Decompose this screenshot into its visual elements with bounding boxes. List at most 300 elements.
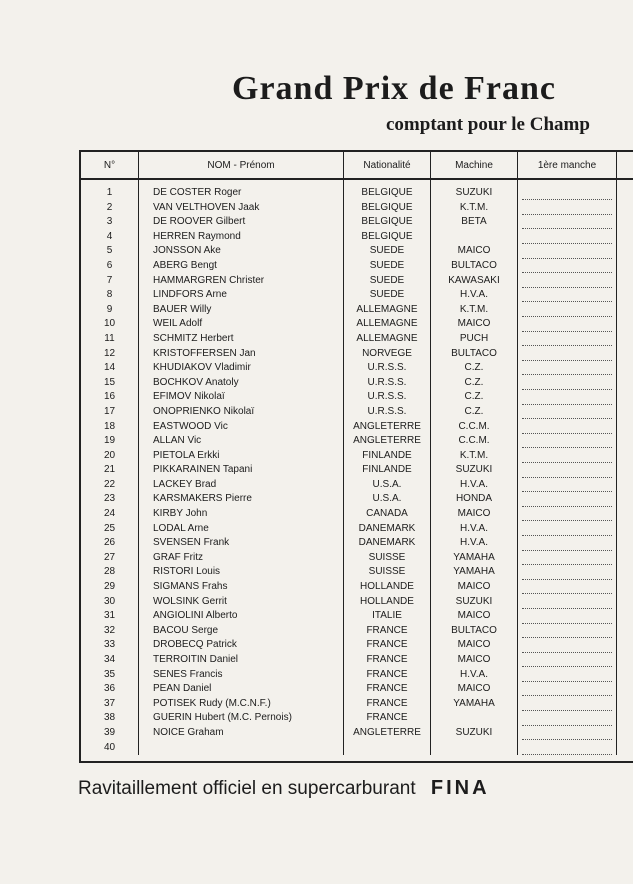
rider-machine: C.C.M.	[431, 434, 518, 449]
rider-nationality: U.R.S.S.	[344, 361, 431, 376]
extra-column-cell	[617, 697, 633, 712]
rider-name: PIETOLA Erkki	[139, 449, 344, 464]
first-heat-result	[518, 478, 617, 493]
rider-name: SENES Francis	[139, 668, 344, 683]
dotted-fill-line	[522, 682, 612, 696]
first-heat-result	[518, 376, 617, 391]
rider-name: EASTWOOD Vic	[139, 420, 344, 435]
rider-name: ONOPRIENKO Nikolaï	[139, 405, 344, 420]
dotted-fill-line	[522, 332, 612, 346]
first-heat-result	[518, 580, 617, 595]
rider-number: 24	[81, 507, 139, 522]
rider-nationality: U.R.S.S.	[344, 405, 431, 420]
rider-name: HAMMARGREN Christer	[139, 274, 344, 289]
table-row	[81, 609, 633, 624]
dotted-fill-line	[522, 741, 612, 755]
dotted-fill-line	[522, 274, 612, 288]
table-row	[81, 259, 633, 274]
col-header-extra	[617, 152, 633, 179]
extra-column-cell	[617, 711, 633, 726]
col-header-first-heat: 1ère manche	[518, 152, 617, 179]
rider-name: SVENSEN Frank	[139, 536, 344, 551]
table-row	[81, 624, 633, 639]
rider-name: BOCHKOV Anatoly	[139, 376, 344, 391]
rider-machine: BULTACO	[431, 624, 518, 639]
first-heat-result	[518, 565, 617, 580]
rider-name: DROBECQ Patrick	[139, 638, 344, 653]
rider-nationality: FRANCE	[344, 711, 431, 726]
dotted-fill-line	[522, 434, 612, 448]
first-heat-result	[518, 244, 617, 259]
rider-machine: SUZUKI	[431, 595, 518, 610]
first-heat-result	[518, 697, 617, 712]
first-heat-result	[518, 361, 617, 376]
col-header-number: N°	[81, 152, 139, 179]
table-row	[81, 347, 633, 362]
table-header-row	[81, 152, 633, 179]
first-heat-result	[518, 288, 617, 303]
dotted-fill-line	[522, 230, 612, 244]
extra-column-cell	[617, 522, 633, 537]
rider-name: ANGIOLINI Alberto	[139, 609, 344, 624]
first-heat-result	[518, 551, 617, 566]
rider-number: 3	[81, 215, 139, 230]
first-heat-result	[518, 741, 617, 756]
dotted-fill-line	[522, 697, 612, 711]
rider-machine: MAICO	[431, 653, 518, 668]
first-heat-result	[518, 682, 617, 697]
table-body	[81, 179, 633, 755]
rider-name: DE ROOVER Gilbert	[139, 215, 344, 230]
rider-name: EFIMOV Nikolaï	[139, 390, 344, 405]
table-row	[81, 303, 633, 318]
dotted-fill-line	[522, 726, 612, 740]
rider-number: 4	[81, 230, 139, 245]
extra-column-cell	[617, 244, 633, 259]
first-heat-result	[518, 179, 617, 201]
rider-machine: MAICO	[431, 609, 518, 624]
extra-column-cell	[617, 449, 633, 464]
rider-nationality: DANEMARK	[344, 522, 431, 537]
first-heat-result	[518, 595, 617, 610]
table-row	[81, 492, 633, 507]
table-row	[81, 201, 633, 216]
first-heat-result	[518, 711, 617, 726]
col-header-nationality: Nationalité	[344, 152, 431, 179]
extra-column-cell	[617, 405, 633, 420]
rider-number: 14	[81, 361, 139, 376]
table-row	[81, 638, 633, 653]
rider-nationality: BELGIQUE	[344, 179, 431, 201]
first-heat-result	[518, 536, 617, 551]
rider-machine: C.Z.	[431, 361, 518, 376]
dotted-fill-line	[522, 245, 612, 259]
rider-number: 36	[81, 682, 139, 697]
table-row	[81, 697, 633, 712]
extra-column-cell	[617, 741, 633, 756]
rider-nationality: BELGIQUE	[344, 215, 431, 230]
table-row	[81, 390, 633, 405]
rider-name: KHUDIAKOV Vladimir	[139, 361, 344, 376]
table-row	[81, 230, 633, 245]
rider-name: PIKKARAINEN Tapani	[139, 463, 344, 478]
rider-machine: C.Z.	[431, 405, 518, 420]
first-heat-result	[518, 507, 617, 522]
extra-column-cell	[617, 463, 633, 478]
rider-nationality: U.S.A.	[344, 478, 431, 493]
rider-nationality: HOLLANDE	[344, 580, 431, 595]
rider-machine: YAMAHA	[431, 565, 518, 580]
rider-nationality: FRANCE	[344, 638, 431, 653]
table-row	[81, 522, 633, 537]
extra-column-cell	[617, 668, 633, 683]
rider-number: 21	[81, 463, 139, 478]
rider-number: 6	[81, 259, 139, 274]
rider-name: KRISTOFFERSEN Jan	[139, 347, 344, 362]
extra-column-cell	[617, 317, 633, 332]
first-heat-result	[518, 332, 617, 347]
rider-machine: MAICO	[431, 580, 518, 595]
first-heat-result	[518, 726, 617, 741]
first-heat-result	[518, 317, 617, 332]
extra-column-cell	[617, 434, 633, 449]
dotted-fill-line	[522, 624, 612, 638]
dotted-fill-line	[522, 215, 612, 229]
rider-machine: H.V.A.	[431, 668, 518, 683]
first-heat-result	[518, 215, 617, 230]
rider-nationality: ITALIE	[344, 609, 431, 624]
dotted-fill-line	[522, 361, 612, 375]
rider-nationality: SUISSE	[344, 565, 431, 580]
rider-name: WOLSINK Gerrit	[139, 595, 344, 610]
rider-name: SIGMANS Frahs	[139, 580, 344, 595]
rider-machine: C.C.M.	[431, 420, 518, 435]
table-row	[81, 565, 633, 580]
rider-machine: H.V.A.	[431, 522, 518, 537]
first-heat-result	[518, 463, 617, 478]
table-row	[81, 317, 633, 332]
dotted-fill-line	[522, 288, 612, 302]
table-row	[81, 741, 633, 756]
rider-machine: H.V.A.	[431, 536, 518, 551]
rider-nationality: CANADA	[344, 507, 431, 522]
table-row	[81, 332, 633, 347]
rider-number: 16	[81, 390, 139, 405]
rider-nationality: ALLEMAGNE	[344, 332, 431, 347]
extra-column-cell	[617, 259, 633, 274]
rider-machine: MAICO	[431, 638, 518, 653]
rider-number: 17	[81, 405, 139, 420]
dotted-fill-line	[522, 478, 612, 492]
table-row	[81, 726, 633, 741]
rider-name: JONSSON Ake	[139, 244, 344, 259]
rider-name: KARSMAKERS Pierre	[139, 492, 344, 507]
dotted-fill-line	[522, 347, 612, 361]
first-heat-result	[518, 638, 617, 653]
rider-machine: K.T.M.	[431, 449, 518, 464]
rider-nationality: SUEDE	[344, 259, 431, 274]
footer-sponsor	[78, 777, 490, 800]
rider-name: BAUER Willy	[139, 303, 344, 318]
extra-column-cell	[617, 361, 633, 376]
rider-nationality: BELGIQUE	[344, 230, 431, 245]
page-title: Grand Prix de Franc	[232, 70, 557, 107]
extra-column-cell	[617, 215, 633, 230]
extra-column-cell	[617, 390, 633, 405]
table-row	[81, 507, 633, 522]
col-header-name: NOM - Prénom	[139, 152, 344, 179]
rider-name: TERROITIN Daniel	[139, 653, 344, 668]
rider-number: 10	[81, 317, 139, 332]
extra-column-cell	[617, 492, 633, 507]
table-row	[81, 405, 633, 420]
rider-machine: H.V.A.	[431, 478, 518, 493]
extra-column-cell	[617, 638, 633, 653]
extra-column-cell	[617, 347, 633, 362]
rider-machine: BULTACO	[431, 259, 518, 274]
rider-name	[139, 741, 344, 756]
table-row	[81, 668, 633, 683]
first-heat-result	[518, 668, 617, 683]
dotted-fill-line	[522, 668, 612, 682]
rider-name: PEAN Daniel	[139, 682, 344, 697]
table-row	[81, 274, 633, 289]
rider-nationality: FRANCE	[344, 653, 431, 668]
rider-nationality: BELGIQUE	[344, 201, 431, 216]
dotted-fill-line	[522, 201, 612, 215]
rider-number: 15	[81, 376, 139, 391]
rider-nationality: HOLLANDE	[344, 595, 431, 610]
footer-text: Ravitaillement officiel en supercarburant	[78, 778, 416, 799]
rider-name: WEIL Adolf	[139, 317, 344, 332]
first-heat-result	[518, 609, 617, 624]
rider-nationality: ANGLETERRE	[344, 726, 431, 741]
rider-name: SCHMITZ Herbert	[139, 332, 344, 347]
rider-machine	[431, 741, 518, 756]
rider-number: 22	[81, 478, 139, 493]
rider-nationality: FRANCE	[344, 682, 431, 697]
rider-machine	[431, 711, 518, 726]
rider-nationality: FRANCE	[344, 697, 431, 712]
dotted-fill-line	[522, 464, 612, 478]
extra-column-cell	[617, 595, 633, 610]
first-heat-result	[518, 347, 617, 362]
rider-name: GUERIN Hubert (M.C. Pernois)	[139, 711, 344, 726]
rider-number: 20	[81, 449, 139, 464]
rider-name: LACKEY Brad	[139, 478, 344, 493]
rider-machine: BULTACO	[431, 347, 518, 362]
first-heat-result	[518, 420, 617, 435]
rider-nationality: U.S.A.	[344, 492, 431, 507]
entry-list-table	[79, 150, 633, 763]
dotted-fill-line	[522, 303, 612, 317]
rider-name: ABERG Bengt	[139, 259, 344, 274]
rider-number: 7	[81, 274, 139, 289]
rider-table	[81, 152, 633, 755]
extra-column-cell	[617, 624, 633, 639]
rider-machine: K.T.M.	[431, 303, 518, 318]
extra-column-cell	[617, 201, 633, 216]
rider-name: POTISEK Rudy (M.C.N.F.)	[139, 697, 344, 712]
rider-nationality: SUEDE	[344, 288, 431, 303]
extra-column-cell	[617, 536, 633, 551]
rider-name: ALLAN Vic	[139, 434, 344, 449]
table-row	[81, 653, 633, 668]
rider-machine: MAICO	[431, 682, 518, 697]
table-row	[81, 536, 633, 551]
rider-name: BACOU Serge	[139, 624, 344, 639]
rider-name: NOICE Graham	[139, 726, 344, 741]
rider-name: RISTORI Louis	[139, 565, 344, 580]
rider-number: 28	[81, 565, 139, 580]
col-header-machine: Machine	[431, 152, 518, 179]
dotted-fill-line	[522, 639, 612, 653]
rider-number: 29	[81, 580, 139, 595]
first-heat-result	[518, 624, 617, 639]
table-row	[81, 376, 633, 391]
extra-column-cell	[617, 653, 633, 668]
rider-number: 34	[81, 653, 139, 668]
page-subtitle: comptant pour le Champ	[386, 114, 590, 135]
dotted-fill-line	[522, 391, 612, 405]
first-heat-result	[518, 492, 617, 507]
fina-logo: FINA	[430, 777, 490, 799]
rider-machine: MAICO	[431, 317, 518, 332]
rider-number: 40	[81, 741, 139, 756]
rider-machine: HONDA	[431, 492, 518, 507]
dotted-fill-line	[522, 566, 612, 580]
rider-number: 31	[81, 609, 139, 624]
table-row	[81, 551, 633, 566]
extra-column-cell	[617, 551, 633, 566]
rider-machine: H.V.A.	[431, 288, 518, 303]
extra-column-cell	[617, 682, 633, 697]
rider-nationality	[344, 741, 431, 756]
extra-column-cell	[617, 420, 633, 435]
rider-number: 25	[81, 522, 139, 537]
rider-number: 11	[81, 332, 139, 347]
first-heat-result	[518, 274, 617, 289]
rider-nationality: U.R.S.S.	[344, 390, 431, 405]
extra-column-cell	[617, 580, 633, 595]
rider-nationality: U.R.S.S.	[344, 376, 431, 391]
first-heat-result	[518, 653, 617, 668]
rider-machine	[431, 230, 518, 245]
dotted-fill-line	[522, 712, 612, 726]
dotted-fill-line	[522, 595, 612, 609]
dotted-fill-line	[522, 653, 612, 667]
rider-name: VAN VELTHOVEN Jaak	[139, 201, 344, 216]
first-heat-result	[518, 434, 617, 449]
rider-machine: SUZUKI	[431, 463, 518, 478]
rider-name: LODAL Arne	[139, 522, 344, 537]
rider-nationality: FRANCE	[344, 624, 431, 639]
first-heat-result	[518, 303, 617, 318]
dotted-fill-line	[522, 493, 612, 507]
first-heat-result	[518, 449, 617, 464]
rider-machine: BETA	[431, 215, 518, 230]
rider-nationality: ANGLETERRE	[344, 434, 431, 449]
first-heat-result	[518, 405, 617, 420]
rider-number: 33	[81, 638, 139, 653]
rider-number: 35	[81, 668, 139, 683]
rider-number: 32	[81, 624, 139, 639]
rider-number: 5	[81, 244, 139, 259]
table-row	[81, 463, 633, 478]
rider-number: 9	[81, 303, 139, 318]
rider-number: 38	[81, 711, 139, 726]
dotted-fill-line	[522, 420, 612, 434]
rider-name: GRAF Fritz	[139, 551, 344, 566]
rider-name: KIRBY John	[139, 507, 344, 522]
dotted-fill-line	[522, 610, 612, 624]
dotted-fill-line	[522, 318, 612, 332]
table-row	[81, 420, 633, 435]
rider-nationality: ALLEMAGNE	[344, 317, 431, 332]
dotted-fill-line	[522, 449, 612, 463]
rider-nationality: SUEDE	[344, 274, 431, 289]
table-row	[81, 478, 633, 493]
rider-machine: YAMAHA	[431, 697, 518, 712]
first-heat-result	[518, 522, 617, 537]
extra-column-cell	[617, 376, 633, 391]
rider-number: 26	[81, 536, 139, 551]
first-heat-result	[518, 390, 617, 405]
rider-machine: SUZUKI	[431, 179, 518, 201]
rider-number: 2	[81, 201, 139, 216]
table-row	[81, 682, 633, 697]
rider-nationality: FINLANDE	[344, 463, 431, 478]
extra-column-cell	[617, 179, 633, 201]
table-row	[81, 711, 633, 726]
extra-column-cell	[617, 332, 633, 347]
rider-nationality: DANEMARK	[344, 536, 431, 551]
rider-name: LINDFORS Arne	[139, 288, 344, 303]
extra-column-cell	[617, 726, 633, 741]
rider-machine: MAICO	[431, 244, 518, 259]
rider-number: 12	[81, 347, 139, 362]
table-row	[81, 595, 633, 610]
rider-machine: PUCH	[431, 332, 518, 347]
rider-name: DE COSTER Roger	[139, 179, 344, 201]
extra-column-cell	[617, 565, 633, 580]
rider-number: 37	[81, 697, 139, 712]
table-row	[81, 288, 633, 303]
table-row	[81, 215, 633, 230]
table-row	[81, 361, 633, 376]
rider-machine: C.Z.	[431, 390, 518, 405]
first-heat-result	[518, 201, 617, 216]
rider-number: 19	[81, 434, 139, 449]
dotted-fill-line	[522, 259, 612, 273]
rider-machine: YAMAHA	[431, 551, 518, 566]
rider-nationality: FINLANDE	[344, 449, 431, 464]
extra-column-cell	[617, 230, 633, 245]
dotted-fill-line	[522, 580, 612, 594]
dotted-fill-line	[522, 537, 612, 551]
dotted-fill-line	[522, 376, 612, 390]
rider-nationality: ANGLETERRE	[344, 420, 431, 435]
extra-column-cell	[617, 507, 633, 522]
first-heat-result	[518, 230, 617, 245]
dotted-fill-line	[522, 186, 612, 200]
extra-column-cell	[617, 288, 633, 303]
rider-nationality: SUISSE	[344, 551, 431, 566]
dotted-fill-line	[522, 405, 612, 419]
rider-nationality: NORVEGE	[344, 347, 431, 362]
dotted-fill-line	[522, 507, 612, 521]
rider-number: 27	[81, 551, 139, 566]
